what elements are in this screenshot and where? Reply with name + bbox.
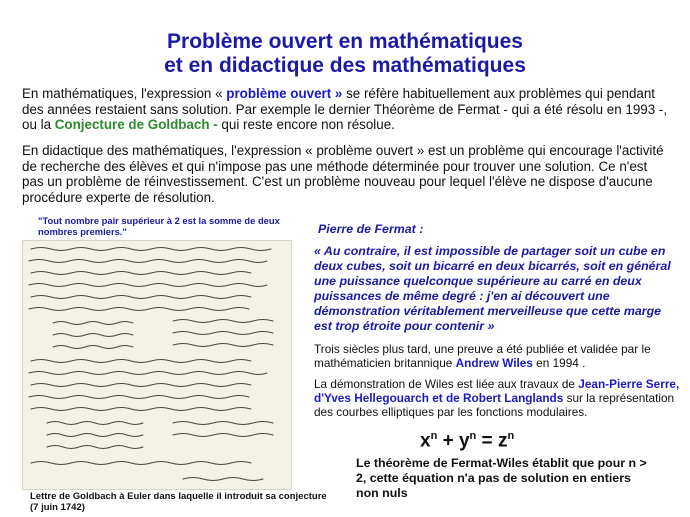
- didactics-paragraph: En didactique des mathématiques, l'expression « problème ouvert » est un problème qui encourage l'activité de recherche des élèves et qui n'impose pas une méthode déterminée pour trouver une solution. Ce n'est pas un problème de réinvestissement. C'est un problème nouveau pour lequel l'élève ne dispose d'aucune procédure experte de résolution.: [22, 143, 664, 205]
- proof-text-1: La démonstration de Wiles est liée aux travaux de: [314, 377, 579, 391]
- intro-text-1: En mathématiques, l'expression «: [22, 86, 227, 101]
- intro-text-3: qui reste encore non résolue.: [217, 117, 395, 132]
- formula-x: x: [420, 430, 431, 452]
- intro-text-2: se réfère habituellement aux problèmes qui pendant des années restaient sans solution. Par exemple le dernier Théorème de Fermat - qui a été résolu en 1993 -, ou la: [22, 86, 668, 132]
- formula-exp-1: n: [430, 430, 438, 442]
- names-serre-hellegouarch-langlands: Jean-Pierre Serre, d'Yves Hellegouarch et de Robert Langlands: [314, 377, 680, 405]
- intro-paragraph: [22, 86, 672, 133]
- goldbach-quote: "Tout nombre pair supérieur à 2 est la somme de deux nombres premiers.": [38, 215, 280, 237]
- fermat-equation: [420, 430, 514, 452]
- letter-caption: Lettre de Goldbach à Euler dans laquelle il introduit sa conjecture (7 juin 1742): [30, 491, 327, 513]
- wiles-paragraph: [314, 342, 680, 370]
- formula-y: y: [458, 430, 470, 452]
- fermat-quote: « Au contraire, il est impossible de partager soit un cube en deux cubes, soit un bicarré en deux bicarrés, soit en général une puissance quelconque supérieure au carré en deux puissances de même degré : j'en ai découvert une démonstration véritablement merveilleuse que cette marge est trop étroite pour contenir »: [314, 244, 671, 333]
- page-title-line1: Problème ouvert en mathématiques: [167, 30, 523, 53]
- fermat-heading: Pierre de Fermat :: [318, 222, 424, 236]
- goldbach-letter-image: [22, 240, 292, 490]
- name-andrew-wiles: Andrew Wiles: [455, 356, 533, 370]
- formula-equals: =: [476, 430, 498, 452]
- formula-exp-2: n: [469, 430, 477, 442]
- term-goldbach-conjecture: Conjecture de Goldbach -: [54, 117, 218, 132]
- wiles-text-2: en 1994 .: [532, 356, 586, 370]
- wiles-text-1: Trois siècles plus tard, une preuve a été publiée et validée par le mathématicien britannique: [314, 342, 651, 370]
- formula-z: z: [497, 430, 508, 452]
- theorem-statement: Le théorème de Fermat-Wiles établit que pour n > 2, cette équation n'a pas de solution en entiers non nuls: [356, 456, 647, 500]
- proof-text-2: sur la représentation des courbes elliptiques par les fonctions modulaires.: [314, 391, 675, 419]
- term-open-problem: problème ouvert »: [226, 86, 343, 101]
- proof-paragraph: [314, 377, 680, 419]
- handwriting-lines: [23, 241, 291, 489]
- formula-plus: +: [437, 430, 459, 452]
- formula-exp-3: n: [507, 430, 515, 442]
- page-title-line2: et en didactique des mathématiques: [164, 54, 526, 77]
